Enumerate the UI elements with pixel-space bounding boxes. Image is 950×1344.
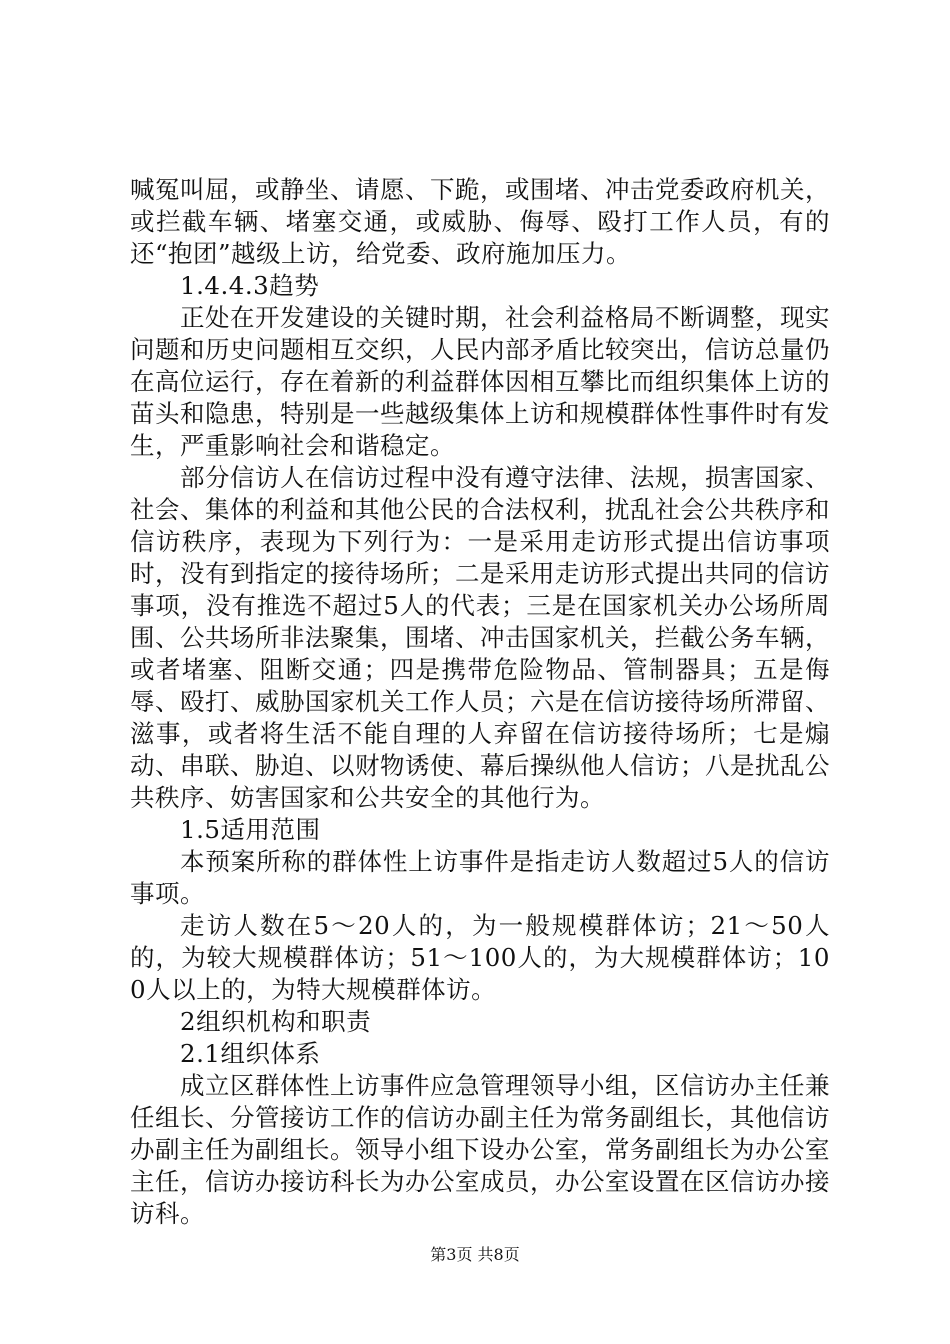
- paragraph-6: 成立区群体性上访事件应急管理领导小组，区信访办主任兼任组长、分管接访工作的信访办副主任为常务副组长，其他信访办副主任为副组长。领导小组下设办公室，常务副组长为办公室主任，信访办接访科长为办公室成员，办公室设置在区信访办接访科。: [130, 1071, 830, 1228]
- paragraph-3: 部分信访人在信访过程中没有遵守法律、法规，损害国家、社会、集体的利益和其他公民的合法权利，扰乱社会公共秩序和信访秩序，表现为下列行为：一是采用走访形式提出信访事项时，没有到指定的接待场所；二是采用走访形式提出共同的信访事项，没有推选不超过5人的代表；三是在国家机关办公场所周围、公共场所非法聚集，围堵、冲击国家机关，拦截公务车辆，或者堵塞、阻断交通；四是携带危险物品、管制器具；五是侮辱、殴打、威胁国家机关工作人员；六是在信访接待场所滞留、滋事，或者将生活不能自理的人弃留在信访接待场所；七是煽动、串联、胁迫、以财物诱使、幕后操纵他人信访；八是扰乱公共秩序、妨害国家和公共安全的其他行为。: [130, 463, 830, 812]
- heading-1-5: 1.5适用范围: [180, 815, 321, 844]
- paragraph-1: 喊冤叫屈，或静坐、请愿、下跪，或围堵、冲击党委政府机关，或拦截车辆、堵塞交通，或威胁、侮辱、殴打工作人员，有的还“抱团”越级上访，给党委、政府施加压力。: [130, 175, 830, 268]
- paragraph-5: 走访人数在5～20人的，为一般规模群体访；21～50人的，为较大规模群体访；51～100人的，为大规模群体访；100人以上的，为特大规模群体访。: [130, 911, 830, 1004]
- paragraph-2: 正处在开发建设的关键时期，社会利益格局不断调整，现实问题和历史问题相互交织，人民内部矛盾比较突出，信访总量仍在高位运行，存在着新的利益群体因相互攀比而组织集体上访的苗头和隐患，特别是一些越级集体上访和规模群体性事件时有发生，严重影响社会和谐稳定。: [130, 303, 830, 460]
- page-number-label: 第3页 共8页: [430, 1245, 520, 1264]
- heading-2: 2组织机构和职责: [180, 1007, 372, 1036]
- page-footer: [0, 1245, 950, 1265]
- heading-2-1: 2.1组织体系: [180, 1039, 321, 1068]
- paragraph-4: 本预案所称的群体性上访事件是指走访人数超过5人的信访事项。: [130, 847, 830, 908]
- document-body: [130, 174, 830, 1230]
- heading-1-4-4-3: 1.4.4.3趋势: [180, 271, 320, 300]
